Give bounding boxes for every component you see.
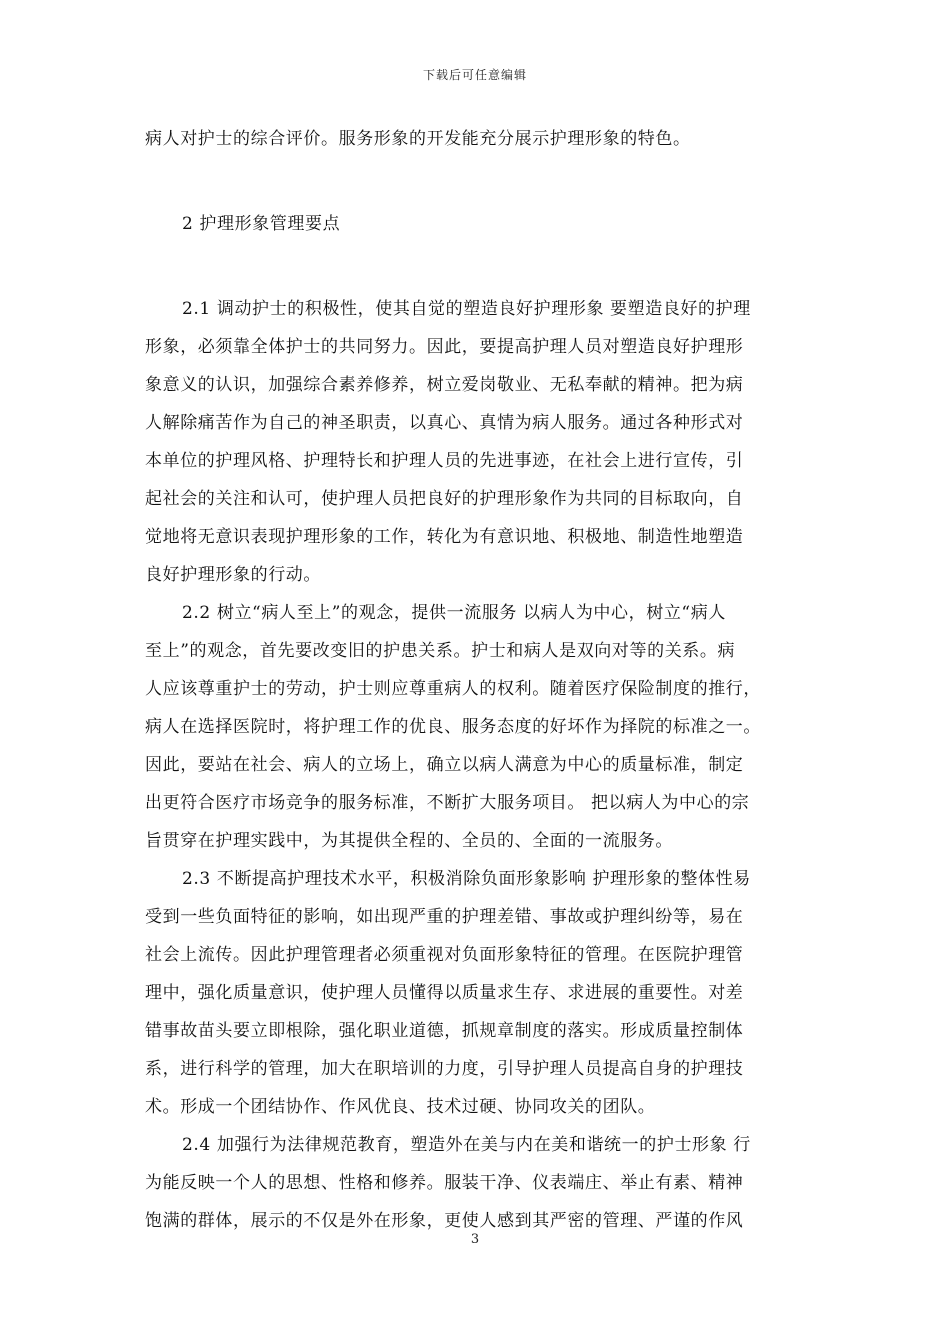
paragraph-line: 术。形成一个团结协作、作风优良、技术过硬、协同攻关的团队。: [145, 1097, 656, 1117]
paragraph-line: 旨贯穿在护理实践中，为其提供全程的、全员的、全面的一流服务。: [145, 831, 673, 851]
page-header: 下载后可任意编辑: [422, 68, 527, 82]
paragraph-line: 起社会的关注和认可，使护理人员把良好的护理形象作为共同的目标取向，自: [145, 489, 744, 509]
paragraph-line: 2.2 树立“病人至上”的观念，提供一流服务 以病人为中心，树立“病人: [182, 603, 726, 623]
paragraph-2-4: [145, 1126, 807, 1240]
paragraph-line: 象意义的认识，加强综合素养修养，树立爱岗敬业、无私奉献的精神。把为病: [145, 375, 744, 395]
paragraph-2-3: [145, 860, 807, 1126]
paragraph-line: 饱满的群体，展示的不仅是外在形象，更使人感到其严密的管理、严谨的作风: [145, 1211, 744, 1231]
paragraph-2-2: [145, 594, 807, 860]
paragraph-line: 为能反映一个人的思想、性格和修养。服装干净、仪表端庄、举止有素、精神: [145, 1173, 744, 1193]
paragraph-line: 良好护理形象的行动。: [145, 565, 321, 585]
document-body: [145, 120, 807, 1240]
paragraph-line: 本单位的护理风格、护理特长和护理人员的先进事迹，在社会上进行宣传，引: [145, 451, 744, 471]
paragraph-line: 觉地将无意识表现护理形象的工作，转化为有意识地、积极地、制造性地塑造: [145, 527, 744, 547]
spacer: [145, 243, 807, 290]
paragraph-line: 2.3 不断提高护理技术水平，积极消除负面形象影响 护理形象的整体性易: [182, 869, 751, 889]
paragraph-line: 社会上流传。因此护理管理者必须重视对负面形象特征的管理。在医院护理管: [145, 945, 744, 965]
paragraph-line: 人解除痛苦作为自己的神圣职责，以真心、真情为病人服务。通过各种形式对: [145, 413, 744, 433]
intro-line: 病人对护士的综合评价。服务形象的开发能充分展示护理形象的特色。: [145, 129, 691, 149]
paragraph-line: 理中，强化质量意识，使护理人员懂得以质量求生存、求进展的重要性。对差: [145, 983, 744, 1003]
paragraph-line: 系，进行科学的管理，加大在职培训的力度，引导护理人员提高自身的护理技: [145, 1059, 744, 1079]
paragraph-line: 受到一些负面特征的影响，如出现严重的护理差错、事故或护理纠纷等，易在: [145, 907, 744, 927]
paragraph-line: 病人在选择医院时，将护理工作的优良、服务态度的好坏作为择院的标准之一。: [145, 717, 761, 737]
paragraph-line: 2.1 调动护士的积极性，使其自觉的塑造良好护理形象 要塑造良好的护理: [182, 299, 751, 319]
section-heading: 2 护理形象管理要点: [182, 214, 341, 234]
paragraph-line: 人应该尊重护士的劳动，护士则应尊重病人的权利。随着医疗保险制度的推行，: [145, 679, 761, 699]
spacer: [145, 158, 807, 205]
paragraph-line: 形象，必须靠全体护士的共同努力。因此，要提高护理人员对塑造良好护理形: [145, 337, 744, 357]
paragraph-line: 2.4 加强行为法律规范教育，塑造外在美与内在美和谐统一的护士形象 行: [182, 1135, 751, 1155]
paragraph-line: 至上”的观念，首先要改变旧的护患关系。护士和病人是双向对等的关系。病: [145, 641, 736, 661]
paragraph-line: 因此，要站在社会、病人的立场上，确立以病人满意为中心的质量标准，制定: [145, 755, 744, 775]
paragraph-line: 错事故苗头要立即根除，强化职业道德，抓规章制度的落实。形成质量控制体: [145, 1021, 744, 1041]
paragraph-2-1: [145, 290, 807, 594]
paragraph-line: 出更符合医疗市场竞争的服务标准，不断扩大服务项目。 把以病人为中心的宗: [145, 793, 750, 813]
page-number: 3: [470, 1232, 480, 1247]
